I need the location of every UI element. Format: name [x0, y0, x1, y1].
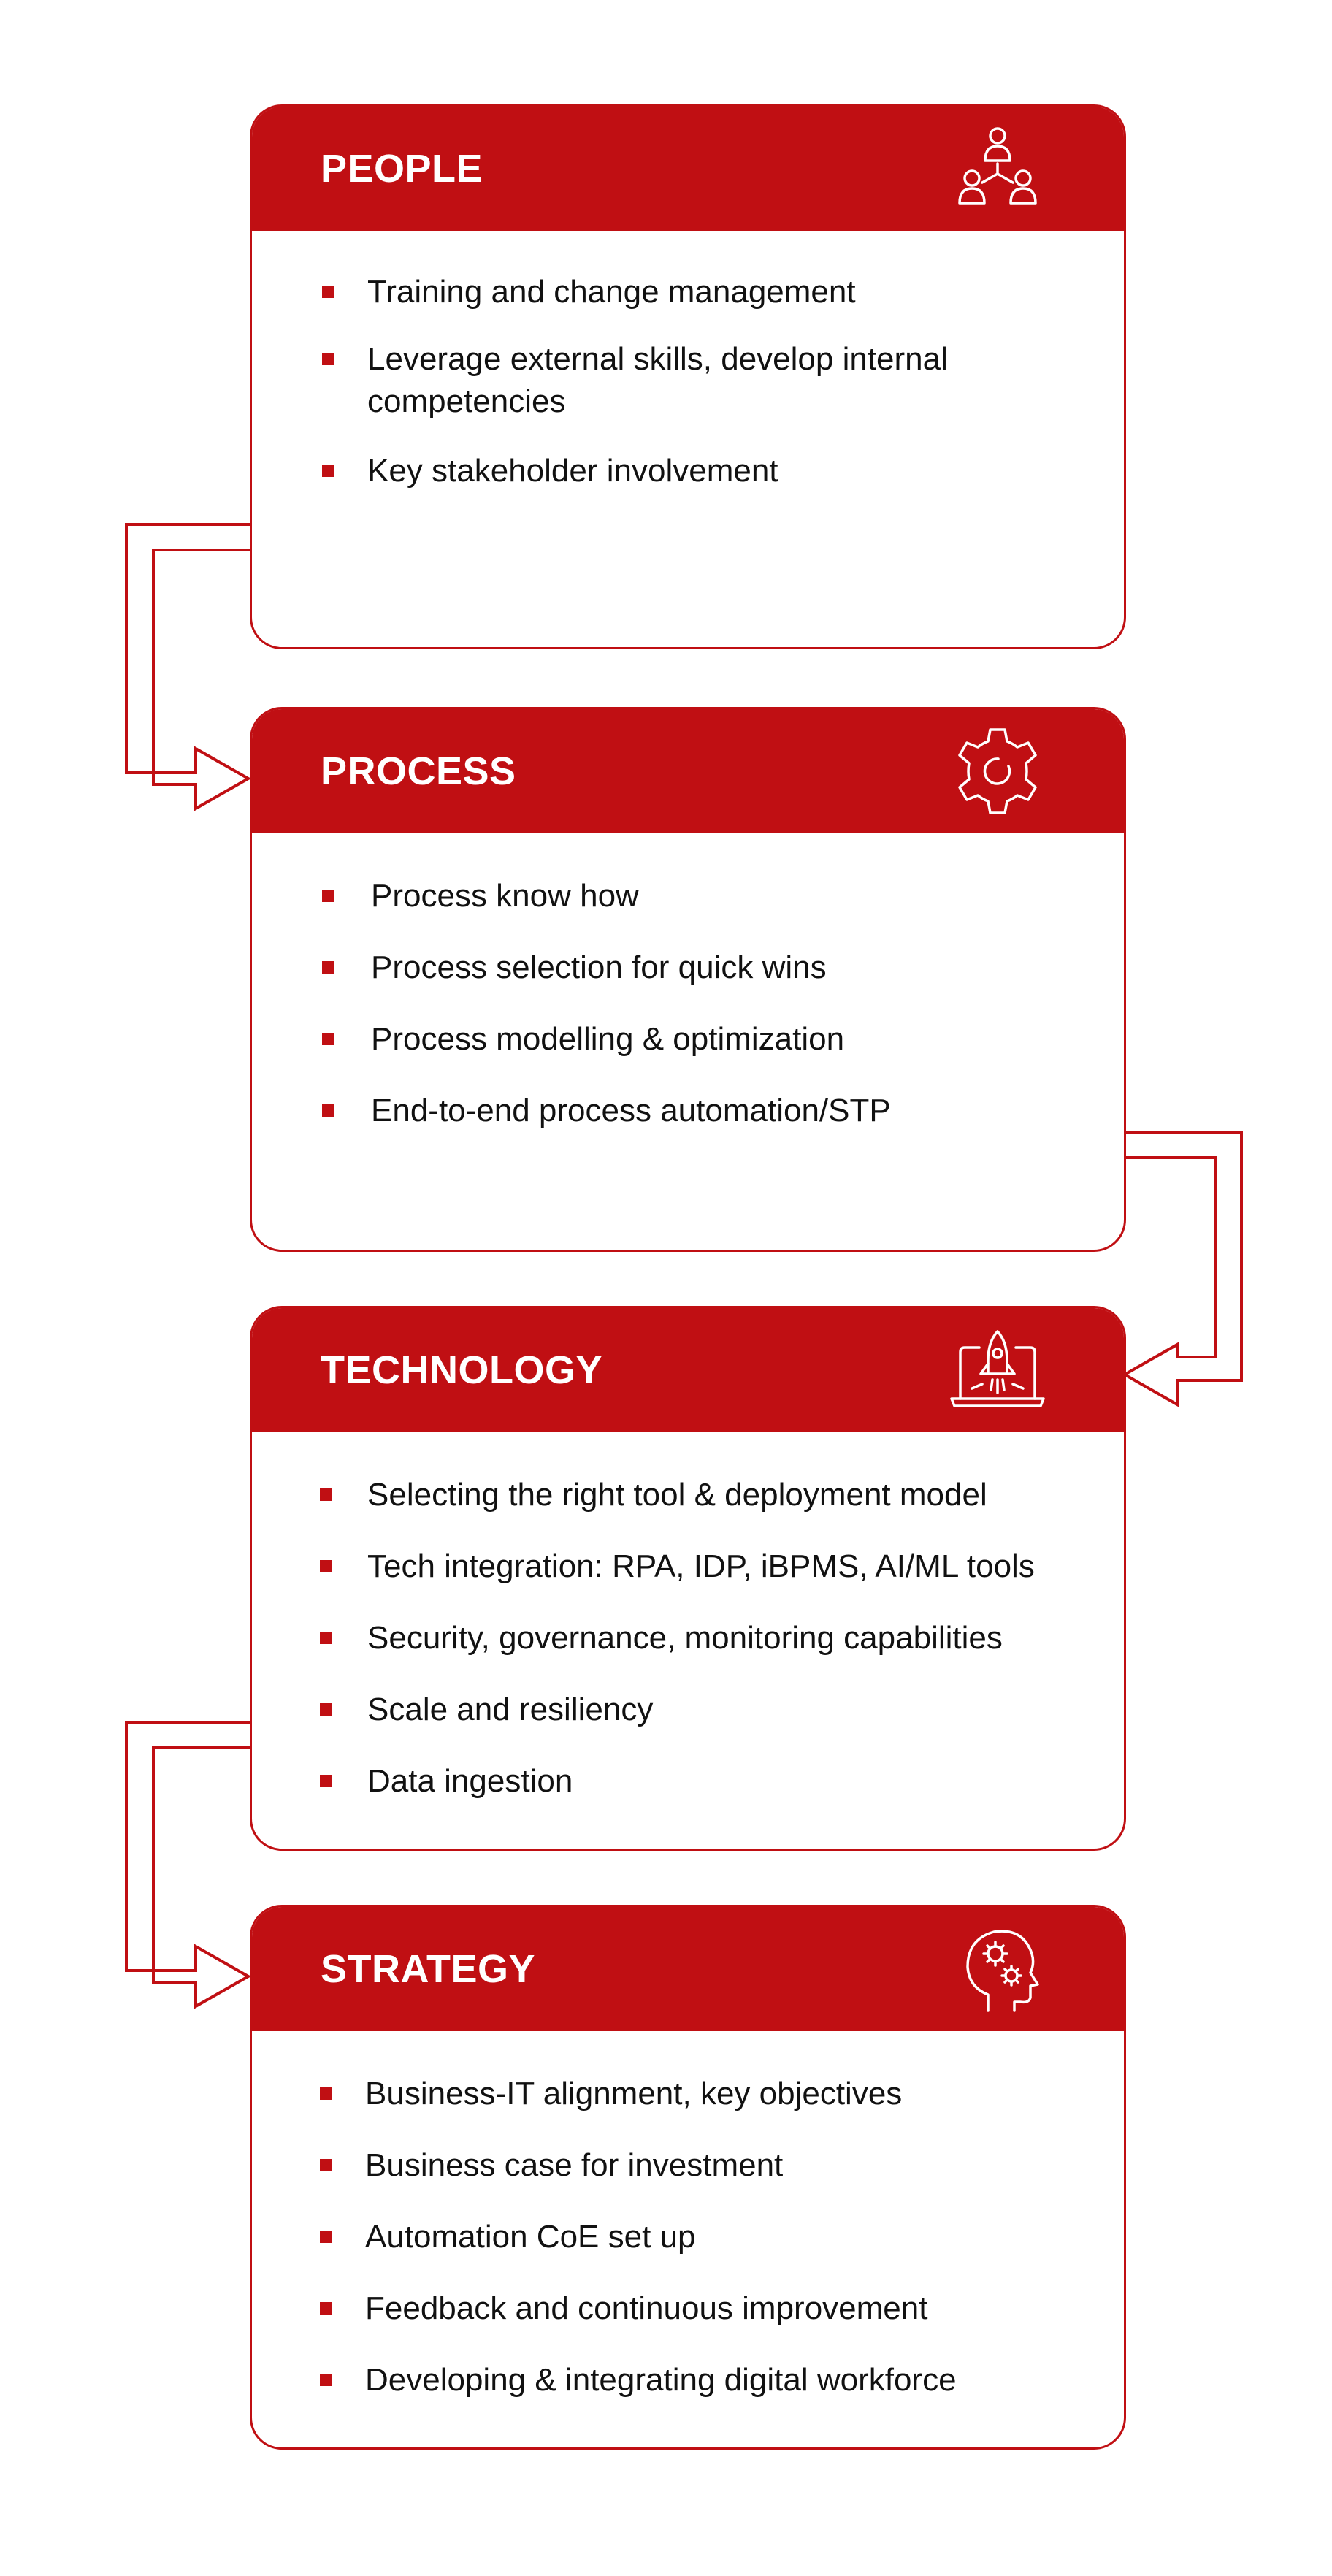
bullet-marker	[322, 890, 334, 902]
list-item-text: Leverage external skills, develop internal competencies	[367, 341, 948, 419]
people-network-icon	[950, 121, 1045, 216]
list-item-text: Scale and resiliency	[367, 1692, 654, 1727]
list-item-text: Security, governance, monitoring capabilities	[367, 1620, 1003, 1656]
strategy-card-title: STRATEGY	[321, 1947, 536, 1991]
people-card-title: PEOPLE	[321, 147, 483, 191]
bullet-marker	[320, 2087, 332, 2100]
bullet-marker	[320, 1560, 332, 1572]
list-item-text: Key stakeholder involvement	[367, 453, 778, 489]
list-item-text: Process selection for quick wins	[371, 949, 827, 985]
technology-card-header	[252, 1308, 1124, 1432]
list-item-text: Business case for investment	[365, 2147, 784, 2183]
rocket-laptop-icon	[950, 1323, 1045, 1418]
bullet-marker	[322, 1033, 334, 1045]
list-item-text: Data ingestion	[367, 1763, 573, 1799]
list-item-text: Process modelling & optimization	[371, 1021, 845, 1057]
list-item-text: Business-IT alignment, key objectives	[365, 2076, 903, 2111]
technology-card-title: TECHNOLOGY	[321, 1348, 603, 1392]
people-card	[250, 104, 1126, 649]
bullet-marker	[322, 353, 334, 365]
bullet-marker	[320, 1775, 332, 1787]
bullet-marker	[320, 1488, 332, 1501]
bullet-marker	[322, 1104, 334, 1117]
process-card-header	[252, 709, 1124, 833]
strategy-card	[250, 1905, 1126, 2450]
bullet-marker	[322, 465, 334, 477]
list-item-text: Automation CoE set up	[365, 2219, 696, 2255]
bullet-marker	[320, 1632, 332, 1644]
technology-card	[250, 1306, 1126, 1851]
list-item-text: End-to-end process automation/STP	[371, 1093, 891, 1128]
bullet-marker	[320, 2302, 332, 2315]
list-item-text: Process know how	[371, 878, 639, 914]
gear-icon	[950, 724, 1045, 819]
list-item-text: Tech integration: RPA, IDP, iBPMS, AI/ML tools	[367, 1548, 1035, 1584]
list-item-text: Feedback and continuous improvement	[365, 2290, 928, 2326]
list-item-text: Developing & integrating digital workforce	[365, 2362, 957, 2398]
process-card	[250, 707, 1126, 1252]
list-item-text: Selecting the right tool & deployment model	[367, 1477, 987, 1513]
people-card-header	[252, 107, 1124, 231]
bullet-marker	[320, 1703, 332, 1716]
bullet-marker	[322, 286, 334, 298]
arrow-process-to-technology	[1123, 1132, 1241, 1404]
arrow-people-to-process	[126, 524, 252, 809]
bullet-marker	[320, 2159, 332, 2171]
bullet-marker	[322, 961, 334, 974]
strategy-card-header	[252, 1907, 1124, 2031]
arrow-technology-to-strategy	[126, 1722, 252, 2006]
head-gears-icon	[950, 1922, 1045, 2017]
list-item-text: Training and change management	[367, 274, 856, 310]
bullet-marker	[320, 2374, 332, 2386]
process-card-title: PROCESS	[321, 749, 516, 793]
bullet-marker	[320, 2231, 332, 2243]
